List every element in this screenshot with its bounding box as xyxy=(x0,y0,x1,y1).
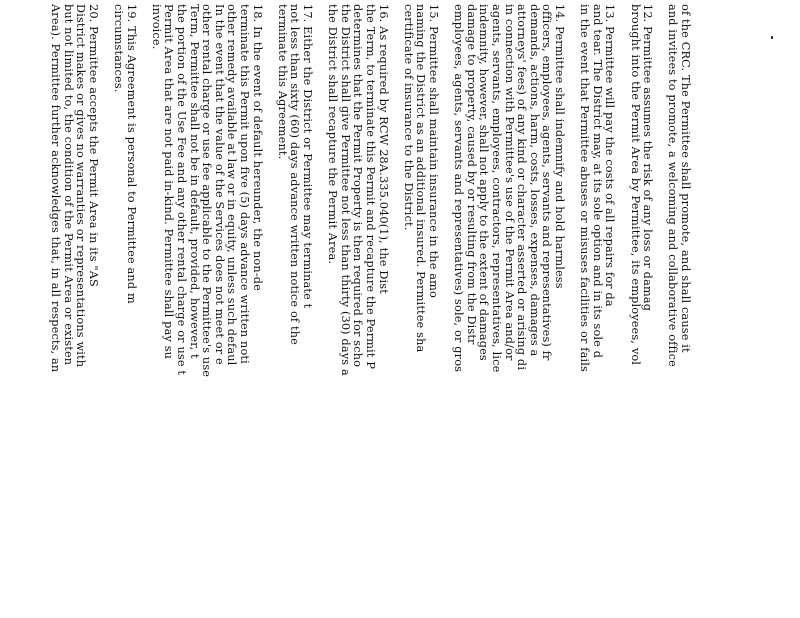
text-line: Area). Permittee further acknowledges that, in all respects, an xyxy=(49,4,62,373)
text-line: Term, Permittee shall not be in default, provided, however, t xyxy=(187,4,201,359)
text-line: brought into the Permit Area by Permittee, its employees, vol xyxy=(628,4,642,366)
text-line: and tear. The District may, at its sole option and in its sole d xyxy=(590,4,604,359)
text-line: indemnity, however, shall not apply to the extent of damages xyxy=(477,4,491,361)
text-line: 19. This Agreement is personal to Permittee and m xyxy=(124,4,138,304)
text-line: not less than sixty (60) days advance written notice of the xyxy=(288,4,302,345)
text-line: the portion of the Use Fee and any other rental charge or use t xyxy=(175,4,188,376)
text-line: 17. Either the District or Permittee may terminate t xyxy=(301,4,314,309)
text-line: 16. As required by RCW 28A.335.040(1), the Dist xyxy=(376,4,390,294)
text-line: in connection with Permittee's use of the Permit Area and/or xyxy=(502,4,516,361)
text-line: and invitees to promote, a welcoming and collaborative office xyxy=(666,4,680,367)
text-line: 13. Permittee will pay the costs of all repairs for da xyxy=(603,4,617,307)
text-line: In the event that the value of the Services does not meet or e xyxy=(212,4,226,365)
text-line: attorneys' fees) of any kind or character asserted or arising di xyxy=(515,4,529,371)
text-line: the District shall give Permittee not less than thirty (30) days a xyxy=(338,4,352,376)
text-line: but not limited to, the condition of the Permit Area or existen xyxy=(61,4,75,366)
text-line: officers, employees, agents, servants and representatives) fr xyxy=(540,4,554,361)
text-line: damage to property, caused by or resulting from the Distr xyxy=(464,4,478,345)
text-line: determines that the Permit Property is then required for scho xyxy=(351,4,365,368)
text-line: 18. In the event of default hereunder, the non-de xyxy=(250,4,264,291)
text-line: invoice. xyxy=(149,4,163,50)
text-line: Permit Area that are not paid in-kind. Permittee shall pay su xyxy=(162,4,176,360)
text-line: of the CRC. The Permittee shall promote, and shall cause it xyxy=(679,4,692,353)
text-line: other rental charge or use fee applicable to the Permittee's use xyxy=(200,4,214,378)
text-line: demands, actions, harm, costs, losses, expenses, damages a xyxy=(527,4,541,357)
text-line: District makes or gives no warranties or representations with xyxy=(74,4,88,368)
text-line: employees, agents, servants and representatives) sole, or gros xyxy=(452,4,466,373)
text-line: certificate of insurance to the District. xyxy=(401,4,415,231)
text-line: 14. Permittee shall indemnify and hold harmless xyxy=(553,4,566,289)
text-line: in the event that Permittee abuses or misuses facilities or fails xyxy=(578,4,592,372)
text-line: 15. Permittee shall maintain insurance in the amo xyxy=(427,4,440,298)
rotated-text-block xyxy=(0,4,691,618)
scan-speck xyxy=(771,36,773,39)
text-line: circumstances. xyxy=(112,4,125,93)
text-line: agents, servants, employees, contractors, representatives, lice xyxy=(490,4,503,373)
text-line: 20. Permittee accepts the Permit Area in its "AS xyxy=(86,4,100,287)
text-line: terminate this Permit upon five (5) days advance written noti xyxy=(238,4,251,364)
text-line: terminate this Agreement. xyxy=(275,4,289,160)
text-line: naming the District as an additional insured. Permittee sha xyxy=(414,4,428,353)
text-line: 12. Permittee assumes the risk of any loss or damag xyxy=(641,4,655,312)
text-line: the District shall recapture the Permit Area. xyxy=(326,4,340,265)
text-line: the Term, to terminate this Permit and recapture the Permit P xyxy=(364,4,377,370)
text-line: other remedy available at law or in equity, unless such defaul xyxy=(225,4,239,366)
